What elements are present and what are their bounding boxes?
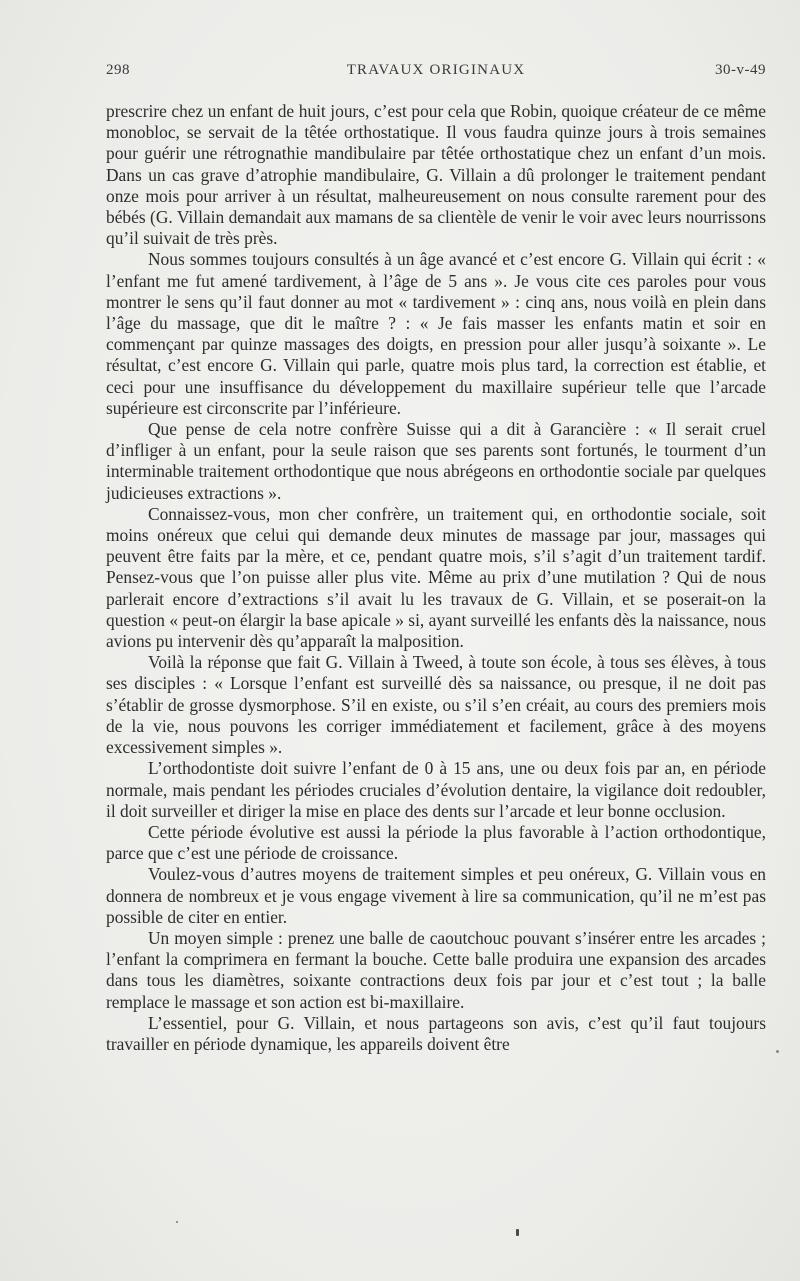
print-speck xyxy=(176,1221,178,1223)
paragraph-1: prescrire chez un enfant de huit jours, c’est pour cela que Robin, quoique créateur de ce même monobloc, se servait de la têtée orthostatique. Il vous faudra quinze jours à trois semaines pour guérir une rétrognathie mandibulaire par têtée orthostatique chez un enfant d’un mois. Dans un cas grave d’atrophie mandibulaire, G. Villain a dû prolonger le traitement pendant onze mois pour arriver à un résultat, malheureusement on nous consulte rarement pour des bébés (G. Villain demandait aux mamans de sa clientèle de venir le voir avec leurs nourrissons qu’il suivait de très près. xyxy=(106,101,766,249)
paragraph-10: L’essentiel, pour G. Villain, et nous partageons son avis, c’est qu’il faut toujours travailler en période dynamique, les appareils doivent être xyxy=(106,1012,766,1054)
paragraph-4: Connaissez-vous, mon cher confrère, un traitement qui, en orthodontie sociale, soit moins onéreux que celui qui demande deux minutes de massage par jour, massages qui peuvent être faits par la mère, et ce, pendant quatre mois, s’il s’agit d’un traitement tardif. Pensez-vous que l’on puisse aller plus vite. Même au prix d’une mutilation ? Qui de nous parlerait encore d’extractions s’il avait lu les travaux de G. Villain, et se poserait-on la question « peut-on élargir la base apicale » si, ayant surveillé les enfants dès la naissance, nous avions pu intervenir dès qu’apparaît la malposition. xyxy=(106,503,766,652)
page-number: 298 xyxy=(106,62,130,78)
journal-section-title: TRAVAUX ORIGINAUX xyxy=(346,62,526,78)
paragraph-5: Voilà la réponse que fait G. Villain à Tweed, à toute son école, à tous ses élèves, à tous ses disciples : « Lorsque l’enfant est surveillé dès sa naissance, ou presque, il ne doit pas s’établir de grosse dysmorphose. S’il en existe, ou s’il s’en créait, au cours des premiers mois de la vie, nous pouvons les corriger immédiatement et facilement, grâce à des moyens excessivement simples ». xyxy=(106,652,766,758)
print-speck xyxy=(776,1050,779,1053)
print-speck xyxy=(516,1229,519,1236)
paragraph-6: L’orthodontiste doit suivre l’enfant de 0 à 15 ans, une ou deux fois par an, en période normale, mais pendant les périodes cruciales d’évolution dentaire, la vigilance doit redoubler, il doit surveiller et diriger la mise en place des dents sur l’arcade et leur bonne occlusion. xyxy=(106,758,766,821)
issue-date: 30-v-49 xyxy=(715,62,766,78)
paragraph-9: Un moyen simple : prenez une balle de caoutchouc pouvant s’insérer entre les arcades ; l’enfant la comprimera en fermant la bouche. Cette balle produira une expansion des arcades dans tous les diamètres, soixante contractions deux fois par jour et c’est tout ; la balle remplace le massage et son action est bi-maxillaire. xyxy=(106,927,766,1012)
paragraph-2: Nous sommes toujours consultés à un âge avancé et c’est encore G. Villain qui écrit : « l’enfant me fut amené tardivement, à l’âge de 5 ans ». Je vous cite ces paroles pour vous montrer le sens qu’il faut donner au mot « tardivement » : cinq ans, nous voilà en plein dans l’âge du massage, que dit le maître ? : « Je fais masser les enfants matin et soir en commençant par quinze massages des doigts, en pression pour aller jusqu’à soixante ». Le résultat, c’est encore G. Villain qui parle, quatre mois plus tard, la correction est établie, et ceci pour une insuffisance du développement du maxillaire supérieur telle que l’arcade supérieure est circonscrite par l’inférieure. xyxy=(106,249,766,418)
paragraph-7: Cette période évolutive est aussi la période la plus favorable à l’action orthodontique, parce que c’est une période de croissance. xyxy=(106,821,766,864)
running-header xyxy=(106,62,766,84)
paragraph-8: Voulez-vous d’autres moyens de traitement simples et peu onéreux, G. Villain vous en donnera de nombreux et je vous engage vivement à lire sa communication, qu’il ne m’est pas possible de citer en entier. xyxy=(106,864,766,927)
paragraph-3: Que pense de cela notre confrère Suisse qui a dit à Garancière : « Il serait cruel d’infliger à un enfant, pour la seule raison que ses parents sont fortunés, le tourment d’un interminable traitement orthodontique que nous abrégeons en orthodontie sociale par quelques judicieuses extractions ». xyxy=(106,419,766,503)
article-body xyxy=(106,101,766,1055)
